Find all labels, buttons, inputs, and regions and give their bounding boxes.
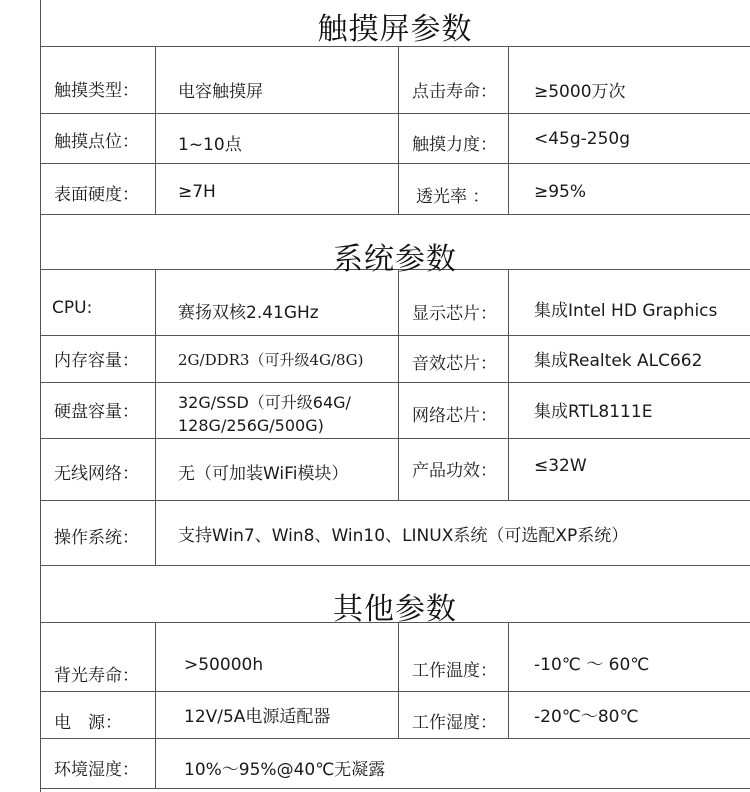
spec-label: 产品功效： (412, 461, 497, 481)
spec-label: 表面硬度： (54, 185, 139, 205)
spec-value: 赛扬双核2.41GHz (178, 303, 319, 323)
spec-value: 电容触摸屏 (178, 82, 263, 102)
divider (40, 163, 750, 164)
divider (40, 214, 750, 215)
spec-label: 网络芯片： (412, 406, 497, 426)
table-left-border (40, 0, 41, 792)
divider (40, 500, 750, 501)
spec-label: 硬盘容量： (54, 402, 139, 422)
divider (40, 738, 750, 739)
column-divider (508, 622, 509, 738)
spec-label: 工作温度： (412, 661, 497, 681)
column-divider (155, 46, 156, 214)
section-title-other: 其他参数 (333, 592, 457, 627)
spec-value: ≥7H (178, 182, 216, 202)
spec-value: -20℃～80℃ (534, 707, 639, 727)
spec-value: <45g-250g (534, 129, 631, 149)
spec-label: CPU: (52, 298, 93, 318)
spec-value: 集成Intel HD Graphics (534, 301, 718, 321)
spec-value: 2G/DDR3（可升级4G/8G) (178, 351, 364, 369)
spec-value: 32G/SSD（可升级64G/ (178, 393, 351, 412)
divider (40, 113, 750, 114)
divider (40, 788, 750, 789)
spec-value: 支持Win7、Win8、Win10、LINUX系统（可选配XP系统） (178, 526, 629, 546)
section-title-system: 系统参数 (333, 242, 457, 277)
spec-value: 集成Realtek ALC662 (534, 351, 703, 371)
divider (40, 438, 750, 439)
spec-label: 透光率 ： (416, 187, 490, 207)
spec-label: 触摸力度： (412, 135, 497, 155)
section-title-touch: 触摸屏参数 (317, 12, 473, 47)
spec-value: 12V/5A电源适配器 (184, 707, 331, 727)
column-divider (398, 622, 399, 738)
column-divider (508, 269, 509, 500)
spec-label: 背光寿命： (54, 666, 139, 686)
column-divider (155, 269, 156, 565)
spec-label: 环境湿度： (54, 760, 139, 780)
spec-value: 集成RTL8111E (534, 402, 653, 422)
spec-label: 操作系统： (54, 528, 139, 548)
spec-label: 显示芯片： (412, 304, 497, 324)
spec-label: 触摸点位： (54, 132, 139, 152)
column-divider (508, 46, 509, 214)
spec-value: 128G/256G/500G) (178, 416, 324, 435)
spec-value: -10℃ ～ 60℃ (534, 655, 650, 675)
divider (40, 565, 750, 566)
spec-label: 内存容量： (54, 351, 139, 371)
column-divider (155, 622, 156, 788)
divider (40, 382, 750, 383)
spec-value: ≤32W (534, 456, 587, 476)
spec-label: 点击寿命： (412, 82, 497, 102)
divider (40, 691, 750, 692)
spec-value: >50000h (184, 655, 264, 675)
spec-value: ≥95% (534, 182, 587, 202)
column-divider (398, 269, 399, 500)
spec-value: 10%～95%@40℃无凝露 (184, 760, 386, 780)
spec-value: 无（可加装WiFi模块） (178, 464, 349, 484)
spec-label: 触摸类型： (54, 81, 139, 101)
spec-value: 1~10点 (178, 135, 242, 155)
spec-label: 电 源： (54, 713, 122, 733)
spec-label: 音效芯片： (412, 354, 497, 374)
spec-label: 工作湿度： (412, 713, 497, 733)
spec-label: 无线网络： (54, 464, 139, 484)
column-divider (398, 46, 399, 214)
divider (40, 335, 750, 336)
spec-value: ≥5000万次 (534, 82, 626, 102)
